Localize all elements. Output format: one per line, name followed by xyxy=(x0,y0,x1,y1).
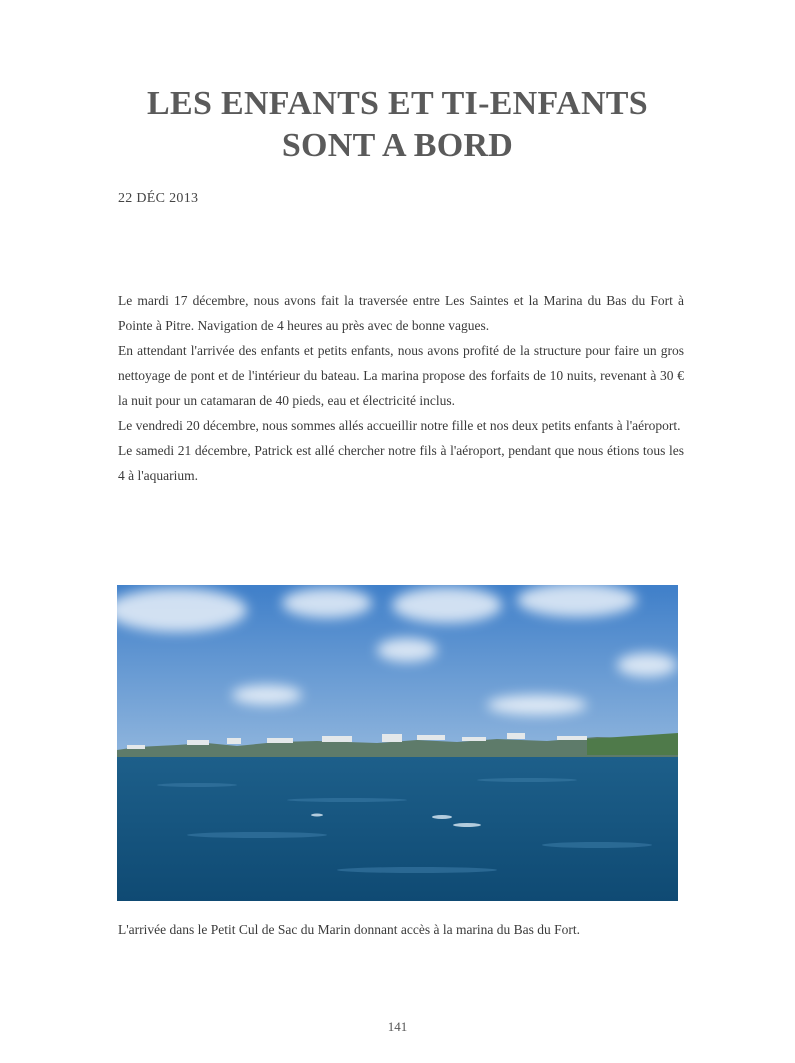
paragraph: Le samedi 21 décembre, Patrick est allé chercher notre fils à l'aéroport, pendant que nous étions tous les 4 à l'aquarium. xyxy=(118,443,684,483)
title-line-2: SONT A BORD xyxy=(281,127,514,164)
title-line-1: LES ENFANTS ET TI-ENFANTS xyxy=(147,85,648,122)
paragraph: En attendant l'arrivée des enfants et petits enfants, nous avons profité de la structure pour faire un gros nettoyage de pont et de l'intérieur du bateau. La marina propose des forfaits de 10 nuits, revenant à 30 € la nuit pour un catamaran de 40 pieds, eau et électricité inclus. xyxy=(118,343,684,408)
page-title xyxy=(100,83,695,167)
seascape-photo xyxy=(117,585,678,901)
page-number: 141 xyxy=(387,1019,408,1034)
post-date: 22 DÉC 2013 xyxy=(118,191,199,206)
paragraph: Le vendredi 20 décembre, nous sommes allés accueillir notre fille et nos deux petits enfants à l'aéroport. xyxy=(118,418,681,433)
sea xyxy=(117,757,678,901)
article-body xyxy=(118,288,684,488)
photo-caption: L'arrivée dans le Petit Cul de Sac du Marin donnant accès à la marina du Bas du Fort. xyxy=(118,922,581,937)
paragraph: Le mardi 17 décembre, nous avons fait la traversée entre Les Saintes et la Marina du Bas du Fort à Pointe à Pitre. Navigation de 4 heures au près avec de bonne vagues. xyxy=(118,293,684,333)
